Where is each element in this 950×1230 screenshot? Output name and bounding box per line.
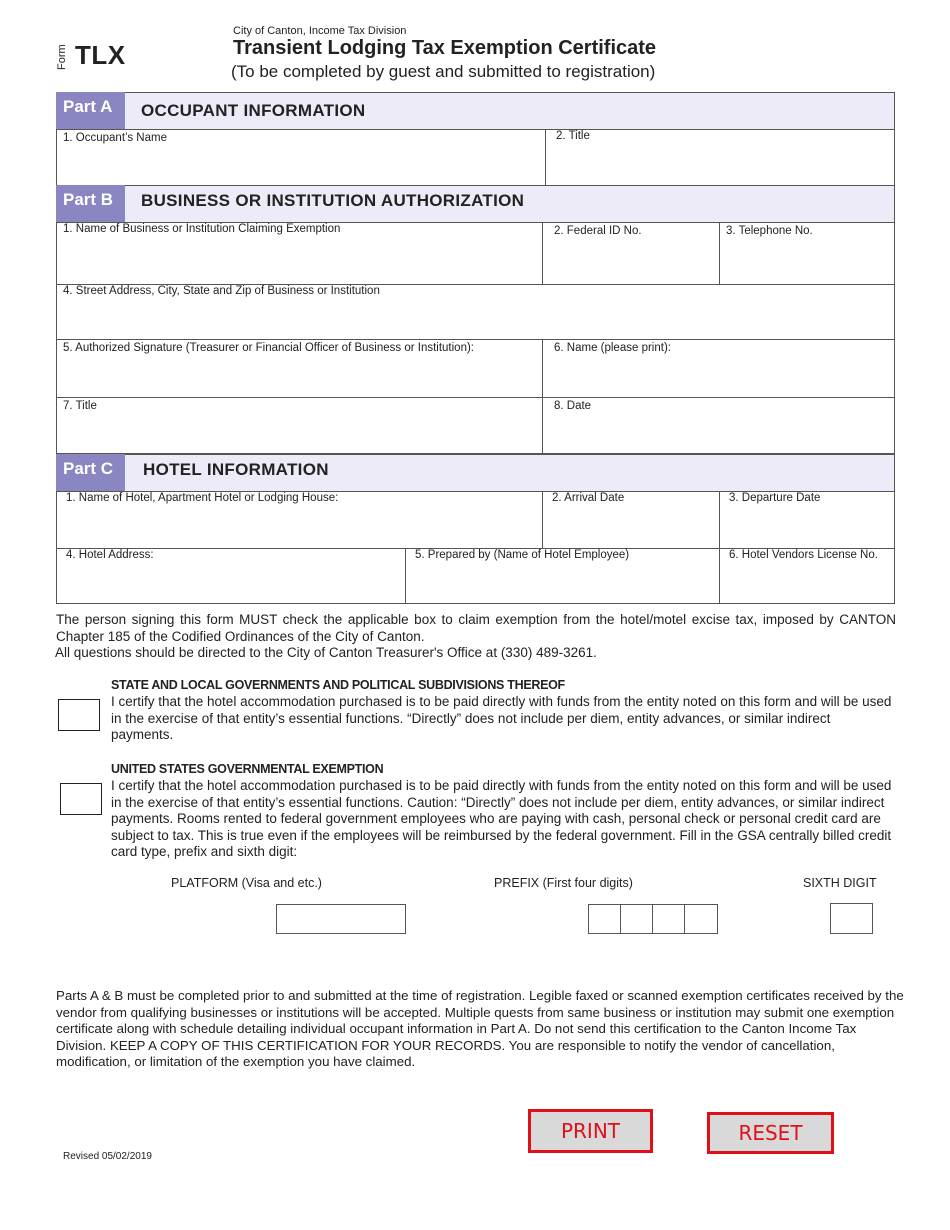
field-label: 1. Name of Hotel, Apartment Hotel or Lodging House:	[66, 492, 339, 504]
sixth-digit-input[interactable]	[830, 903, 873, 934]
occupant-title-field[interactable]	[545, 129, 895, 186]
field-label: 4. Street Address, City, State and Zip of Business or Institution	[63, 285, 380, 297]
authorized-signature-field[interactable]	[56, 339, 543, 398]
notice-contact: All questions should be directed to the City of Canton Treasurer's Office at (330) 489-3261.	[55, 645, 597, 660]
platform-label: PLATFORM (Visa and etc.)	[171, 876, 322, 890]
form-label: Form	[56, 44, 68, 70]
hotel-name-field[interactable]	[56, 491, 543, 549]
state-local-checkbox[interactable]	[58, 699, 100, 731]
sixth-digit-label: SIXTH DIGIT	[803, 876, 877, 890]
prefix-digit-4-input[interactable]	[684, 904, 718, 934]
prepared-by-field[interactable]	[405, 548, 720, 604]
federal-id-field[interactable]	[542, 222, 720, 285]
page-subtitle: (To be completed by guest and submitted to registration)	[231, 62, 656, 81]
part-b-title: BUSINESS OR INSTITUTION AUTHORIZATION	[141, 191, 525, 210]
business-address-field[interactable]	[56, 284, 895, 340]
part-c-tag: Part C	[56, 454, 125, 492]
print-button[interactable]: PRINT	[528, 1109, 653, 1153]
date-field[interactable]	[542, 397, 895, 454]
part-a-tag: Part A	[56, 92, 125, 130]
footer-instructions: Parts A & B must be completed prior to and submitted at the time of registration. Legible faxed or scanned exemption certificates received by the vendor from qualifying businesses or institutions will be accepted. Multiple quests from same business or institution may submit one exemption certificate along with schedule detailing individual occupant information in Part A. Do not send this certification to the Canton Income Tax Division. KEEP A COPY OF THIS CERTIFICATION FOR YOUR RECORDS. You are responsible to notify the vendor of cancellation, modification, or limitation of the exemption you have claimed.	[56, 988, 904, 1069]
field-label: 3. Departure Date	[729, 492, 821, 504]
state-local-text: I certify that the hotel accommodation purchased is to be paid directly with funds from the entity noted on this form and will be used in the exercise of that entity’s essential functions. “Directly” does not include per diem, entity advances, or similar indirect payments.	[111, 694, 892, 742]
arrival-date-field[interactable]	[542, 491, 720, 549]
vendor-license-field[interactable]	[719, 548, 895, 604]
field-label: 7. Title	[63, 400, 97, 412]
field-label: 2. Federal ID No.	[554, 225, 642, 237]
field-label: 1. Occupant’s Name	[63, 132, 167, 144]
state-local-heading: STATE AND LOCAL GOVERNMENTS AND POLITICAL SUBDIVISIONS THEREOF	[111, 678, 565, 692]
revision-date: Revised 05/02/2019	[63, 1151, 152, 1162]
field-label: 1. Name of Business or Institution Claiming Exemption	[63, 223, 341, 235]
hotel-address-field[interactable]	[56, 548, 406, 604]
part-c-header	[56, 454, 895, 492]
notice-text: The person signing this form MUST check the applicable box to claim exemption from the hotel/motel excise tax, imposed by CANTON Chapter 185 of the Codified Ordinances of the City of Canton.	[56, 612, 896, 644]
field-label: 5. Prepared by (Name of Hotel Employee)	[415, 549, 630, 561]
part-b-header	[56, 185, 895, 223]
prefix-digit-1-input[interactable]	[588, 904, 622, 934]
us-government-heading: UNITED STATES GOVERNMENTAL EXEMPTION	[111, 762, 384, 776]
field-label: 4. Hotel Address:	[66, 549, 154, 561]
field-label: 2. Title	[556, 130, 590, 142]
part-c-title: HOTEL INFORMATION	[143, 460, 329, 479]
page-title: Transient Lodging Tax Exemption Certificate	[233, 37, 657, 59]
authorizer-title-field[interactable]	[56, 397, 543, 454]
reset-button[interactable]: RESET	[707, 1112, 834, 1154]
business-name-field[interactable]	[56, 222, 543, 285]
field-label: 8. Date	[554, 400, 592, 412]
prefix-digit-3-input[interactable]	[652, 904, 685, 934]
us-government-text: I certify that the hotel accommodation purchased is to be paid directly with funds from the entity noted on this form and will be used in the exercise of that entity’s essential functions. Caution: “Directly” does not include per diem, entity advances, or similar indirect payments. Rooms rented to federal government employees who are paying with cash, personal check or personal credit card are subject to tax. This is true even if the employees will be reimbursed by the federal government. Fill in the GSA centrally billed credit card type, prefix and sixth digit:	[111, 778, 892, 859]
division-name: City of Canton, Income Tax Division	[233, 25, 407, 37]
field-label: 6. Name (please print):	[554, 342, 671, 354]
departure-date-field[interactable]	[719, 491, 895, 549]
field-label: 3. Telephone No.	[726, 225, 813, 237]
field-label: 2. Arrival Date	[552, 492, 625, 504]
field-label: 5. Authorized Signature (Treasurer or Financial Officer of Business or Institution):	[63, 342, 474, 354]
us-government-checkbox[interactable]	[60, 783, 102, 815]
platform-input[interactable]	[276, 904, 406, 934]
field-label: 6. Hotel Vendors License No.	[729, 549, 878, 561]
occupant-name-field[interactable]	[56, 129, 546, 186]
form-code: TLX	[75, 40, 126, 70]
prefix-digit-2-input[interactable]	[620, 904, 653, 934]
prefix-label: PREFIX (First four digits)	[494, 876, 633, 890]
printed-name-field[interactable]	[542, 339, 895, 398]
part-a-title: OCCUPANT INFORMATION	[141, 101, 366, 120]
telephone-field[interactable]	[719, 222, 895, 285]
part-b-tag: Part B	[56, 185, 125, 223]
part-a-header	[56, 92, 895, 130]
